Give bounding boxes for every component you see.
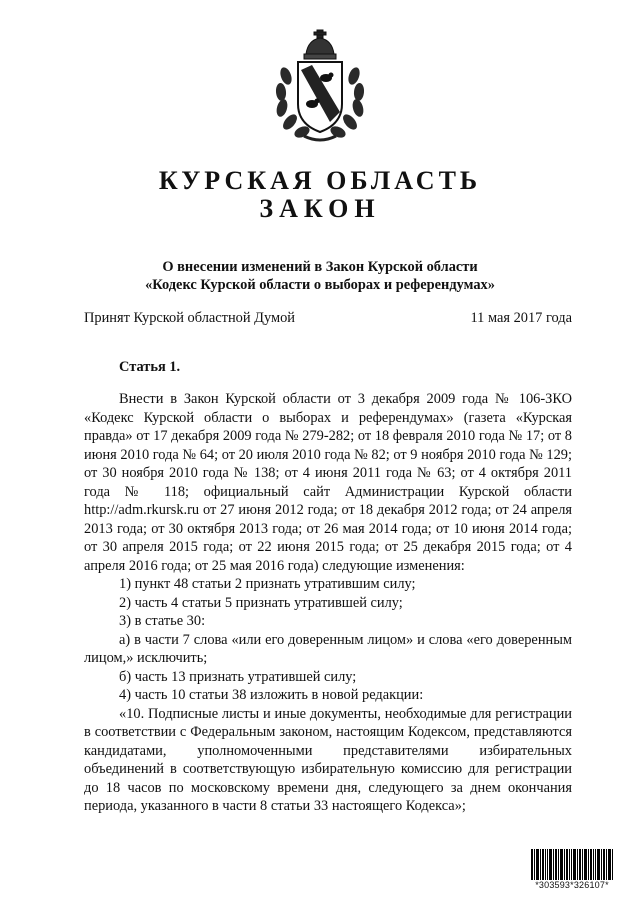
list-item-4: 4) часть 10 статьи 38 изложить в новой редакции:: [119, 687, 424, 703]
article-intro-paragraph: Внести в Закон Курской области от 3 декабря 2009 года № 106-ЗКО «Кодекс Курской области о выборах и референдумах» (газета «Курская правда» от 17 декабря 2009 года № 279-282; от 18 февраля 2010 года № 17; от 8 июня 2010 года № 64; от 20 июля 2010 года № 82; от 9 ноября 2010 года № 129; от 30 ноября 2010 года № 138; от 4 июня 2011 года № 63; от 4 октября 2011 года № 118; официальный сайт Администрации Курской области http://adm.rkursk.ru от 27 июня 2012 года; от 18 декабря 2012 года; от 24 апреля 2013 года; от 30 октября 2013 года; от 26 мая 2014 года; от 10 июня 2014 года; от 30 апреля 2015 года; от 22 июня 2015 года; от 25 декабря 2015 года; от 4 апреля 2016 года; от 25 мая 2016 года) следующие изменения:: [84, 391, 572, 574]
kursk-coat-of-arms-icon: [268, 26, 372, 146]
list-item-3b: б) часть 13 признать утратившей силу;: [119, 668, 357, 685]
document-type-title: ЗАКОН: [259, 194, 381, 223]
adopted-by: Принят Курской областной Думой: [84, 310, 295, 326]
list-item-1: 1) пункт 48 статьи 2 признать утратившим силу;: [119, 576, 416, 592]
adoption-line: [84, 309, 572, 327]
article-heading: Статья 1.: [119, 359, 181, 375]
article-body: [84, 390, 572, 816]
list-item-2: 2) часть 4 статьи 5 признать утратившей силу;: [119, 594, 403, 611]
barcode-number: *303593*326107*: [531, 880, 613, 891]
law-subtitle-line-2: «Кодекс Курской области о выборах и референдумах»: [145, 277, 495, 293]
region-title: КУРСКАЯ ОБЛАСТЬ: [158, 166, 482, 195]
list-item-3a: а) в части 7 слова «или его доверенным лицом» и слова «его доверенным лицом,» исключить;: [84, 631, 572, 666]
law-subtitle-line-1: О внесении изменений в Закон Курской области: [162, 259, 478, 275]
adoption-date: 11 мая 2017 года: [470, 310, 572, 326]
amendment-quote-paragraph: «10. Подписные листы и иные документы, необходимые для регистрации в соответствии с Федеральным законом, настоящим Кодексом, представляются кандидатами, уполномоченными представителями избирательных объединений в соответствующую избирательную комиссию для регистрации до 18 часов по московскому времени дня, следующего за днем окончания периода, указанного в части 8 статьи 33 настоящего Кодекса»;: [84, 705, 572, 814]
list-item-3: 3) в статье 30:: [119, 613, 206, 629]
